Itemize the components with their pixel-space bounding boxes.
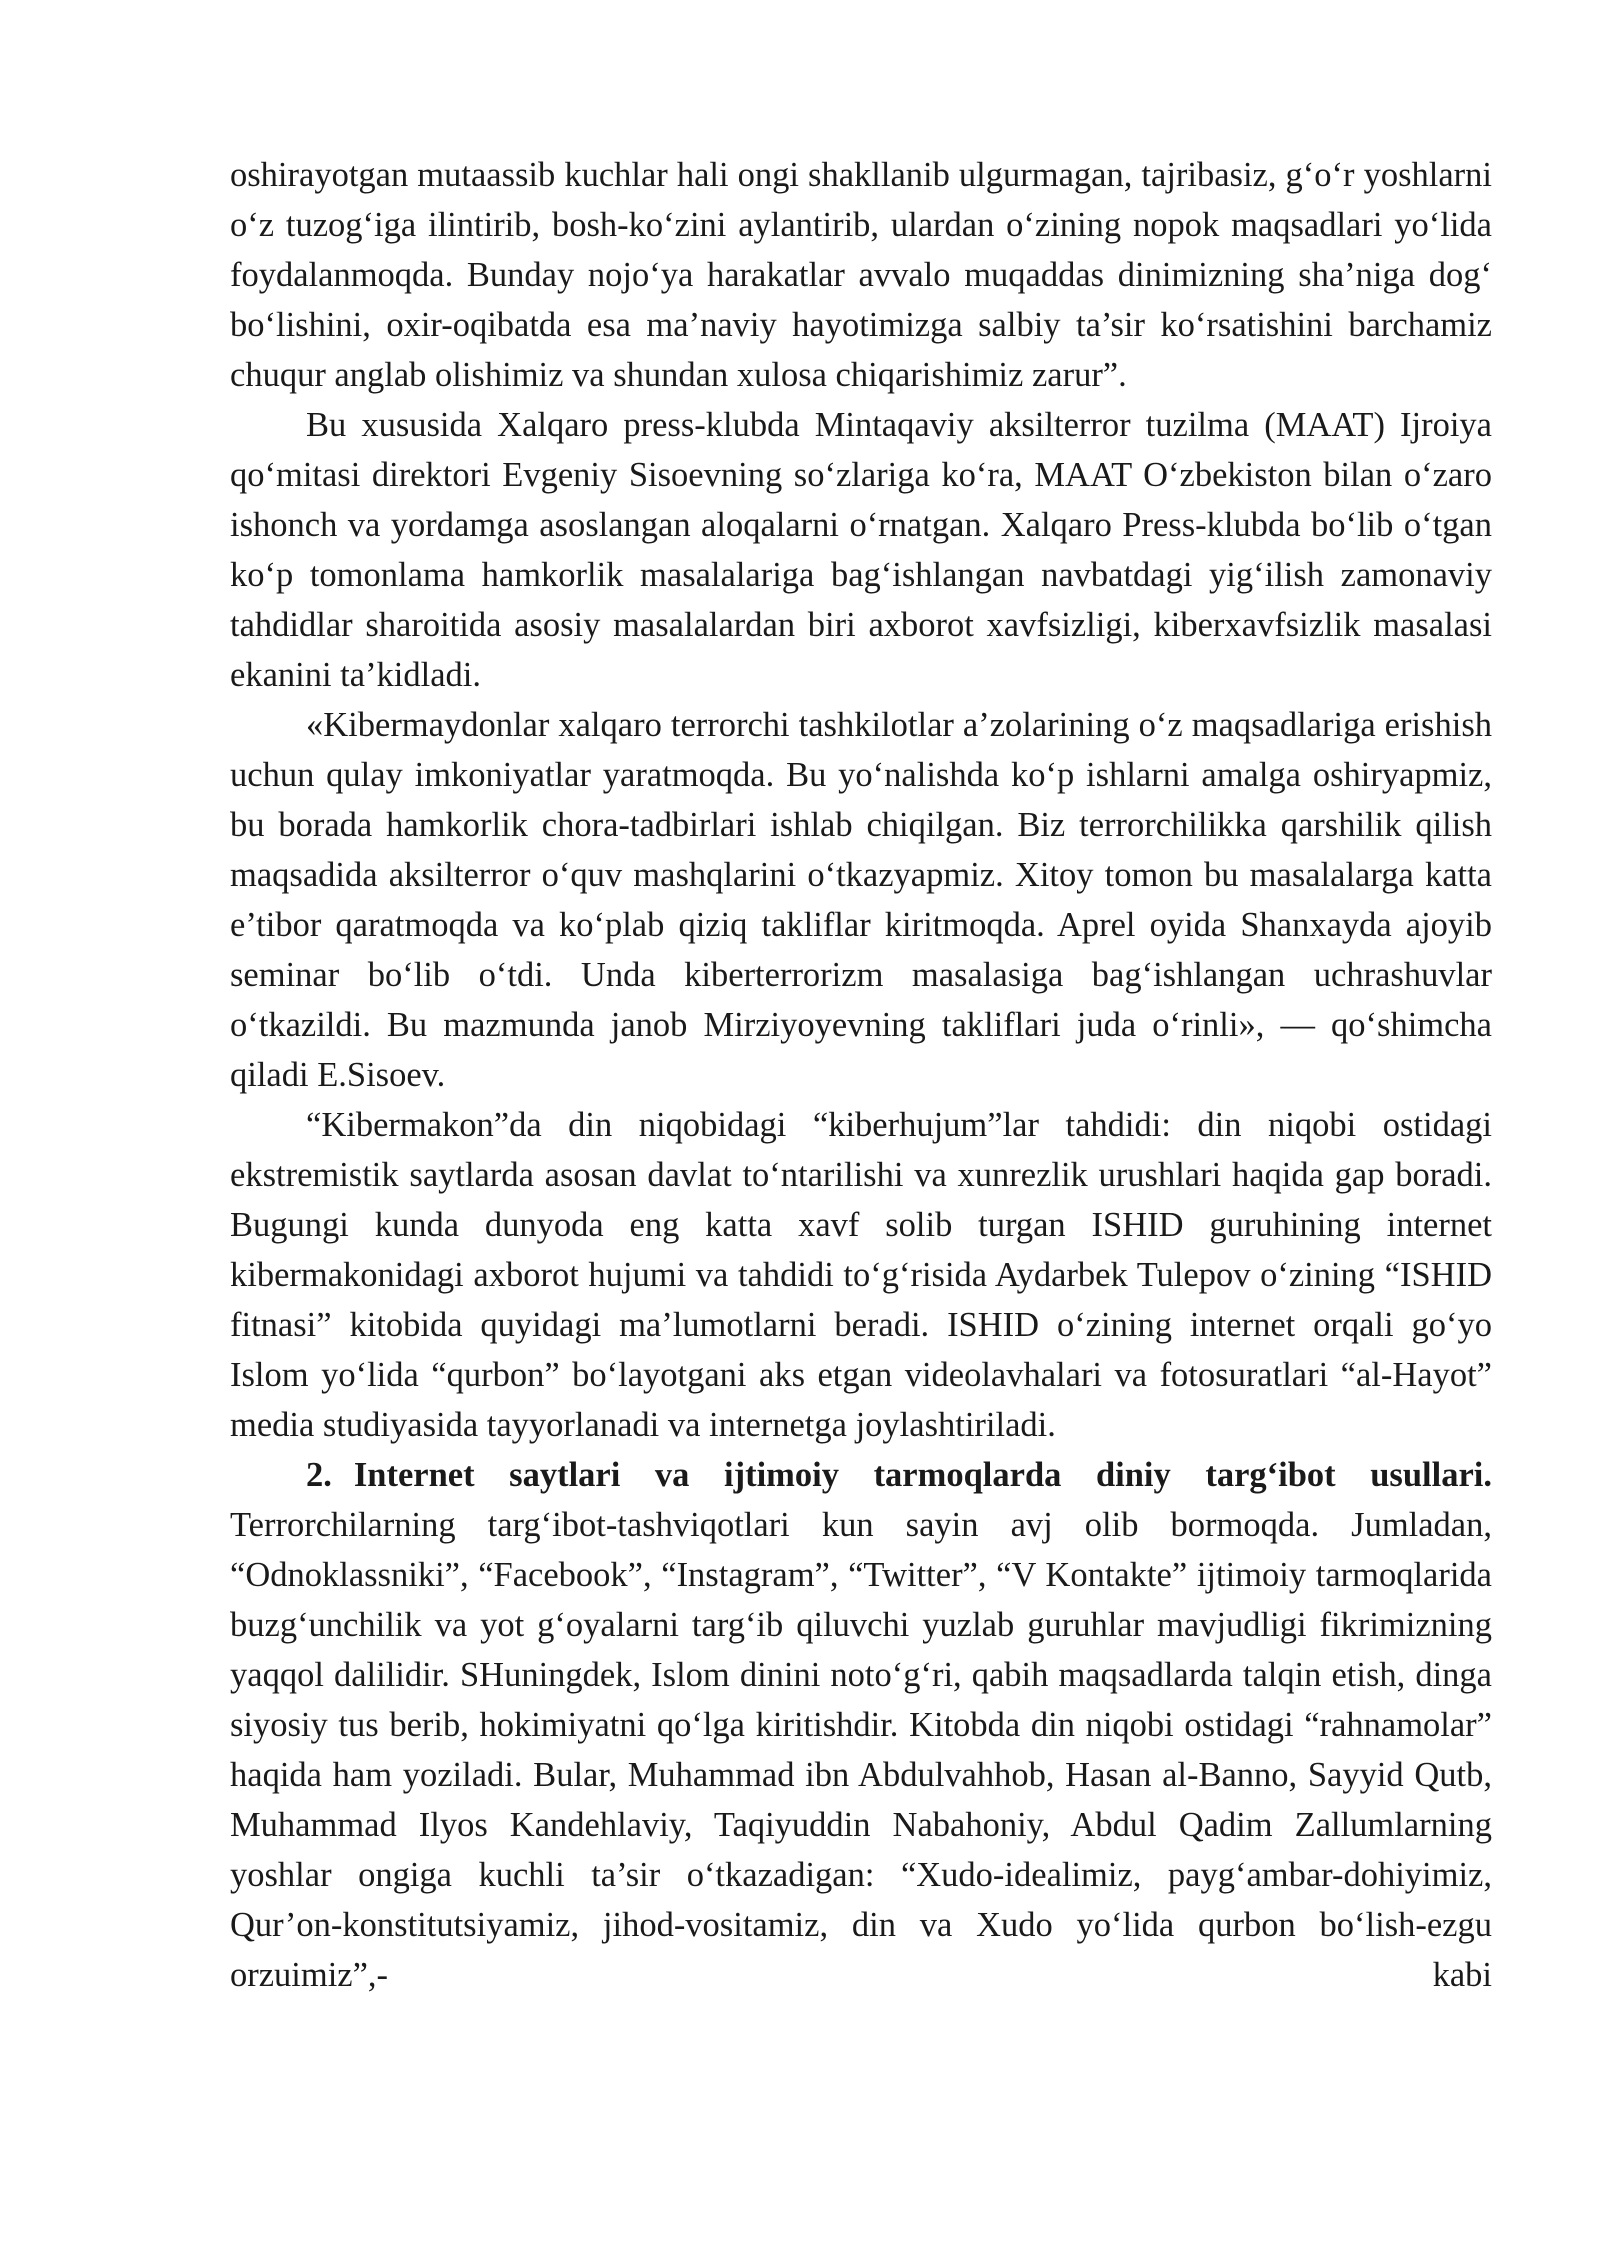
section-heading: Internet saytlari va ijtimoiy tarmoqlarda diniy targ‘ibot usullari. [353, 1456, 1492, 1494]
paragraph-2: Bu xususida Xalqaro press-klubda Mintaqaviy aksilterror tuzilma (MAAT) Ijroiya qo‘mitasi direktori Evgeniy Sisoevning so‘zlariga ko‘ra, MAAT O‘zbekiston bilan o‘zaro ishonch va yordamga asoslangan aloqalarni o‘rnatgan. Xalqaro Press-klubda bo‘lib o‘tgan ko‘p tomonlama hamkorlik masalalariga bag‘ishlangan navbatdagi yig‘ilish zamonaviy tahdidlar sharoitida asosiy masalalardan biri axborot xavfsizligi, kiberxavfsizlik masalasi ekanini ta’kidladi. [230, 406, 1492, 694]
paragraph-4: “Kibermakon”da din niqobidagi “kiberhujum”lar tahdidi: din niqobi ostidagi ekstremistik saytlarda asosan davlat to‘ntarilishi va xunrezlik urushlari haqida gap boradi. Bugungi kunda dunyoda eng katta xavf solib turgan ISHID guruhining internet kibermakonidagi axborot hujumi va tahdidi to‘g‘risida Aydarbek Tulepov o‘zining “ISHID fitnasi” kitobida quyidagi ma’lumotlarni beradi. ISHID o‘zining internet orqali go‘yo Islom yo‘lida “qurbon” bo‘layotgani aks etgan videolavhalari va fotosuratlari “al-Hayot” media studiyasida tayyorlanadi va internetga joylashtiriladi. [230, 1106, 1492, 1444]
paragraph-5 [230, 1450, 1492, 2000]
paragraph-5-body: Terrorchilarning targ‘ibot-tashviqotlari kun sayin avj olib bormoqda. Jumladan, “Odnoklassniki”, “Facebook”, “Instagram”, “Twitter”, “V Kontakte” ijtimoiy tarmoqlarida buzg‘unchilik va yot g‘oyalarni targ‘ib qiluvchi yuzlab guruhlar mavjudligi fikrimizning yaqqol dalilidir. SHuningdek, Islom dinini noto‘g‘ri, qabih maqsadlarda talqin etish, dinga siyosiy tus berib, hokimiyatni qo‘lga kiritishdir. Kitobda din niqobi ostidagi “rahnamolar” haqida ham yoziladi. Bular, Muhammad ibn Abdulvahhob, Hasan al-Banno, Sayyid Qutb, Muhammad Ilyos Kandehlaviy, Taqiyuddin Nabahoniy, Abdul Qadim Zallumlarning yoshlar ongiga kuchli ta’sir o‘tkazadigan: “Xudo-idealimiz, payg‘ambar-dohiyimiz, Qur’on-konstitutsiyamiz, jihod-vositamiz, din va Xudo yo‘lida qurbon bo‘lish-ezgu orzuimiz”,- kabi [230, 1506, 1492, 1994]
paragraph-3: «Kibermaydonlar xalqaro terrorchi tashkilotlar a’zolarining o‘z maqsadlariga erishish uchun qulay imkoniyatlar yaratmoqda. Bu yo‘nalishda ko‘p ishlarni amalga oshiryapmiz, bu borada hamkorlik chora-tadbirlari ishlab chiqilgan. Biz terrorchilikka qarshilik qilish maqsadida aksilterror o‘quv mashqlarini o‘tkazyapmiz. Xitoy tomon bu masalalarga katta e’tibor qaratmoqda va ko‘plab qiziq takliflar kiritmoqda. Aprel oyida Shanxayda ajoyib seminar bo‘lib o‘tdi. Unda kiberterrorizm masalasiga bag‘ishlangan uchrashuvlar o‘tkazildi. Bu mazmunda janob Mirziyoyevning takliflari juda o‘rinli», — qo‘shimcha qiladi E.Sisoev. [230, 706, 1492, 1094]
document-page [230, 150, 1492, 2000]
section-number: 2. [306, 1456, 332, 1494]
paragraph-1: oshirayotgan mutaassib kuchlar hali ongi shakllanib ulgurmagan, tajribasiz, g‘o‘r yoshlarni o‘z tuzog‘iga ilintirib, bosh-ko‘zini aylantirib, ulardan o‘zining nopok maqsadlari yo‘lida foydalanmoqda. Bunday nojo‘ya harakatlar avvalo muqaddas dinimizning sha’niga dog‘ bo‘lishini, oxir-oqibatda esa ma’naviy hayotimizga salbiy ta’sir ko‘rsatishini barchamiz chuqur anglab olishimiz va shundan xulosa chiqarishimiz zarur”. [230, 156, 1492, 394]
